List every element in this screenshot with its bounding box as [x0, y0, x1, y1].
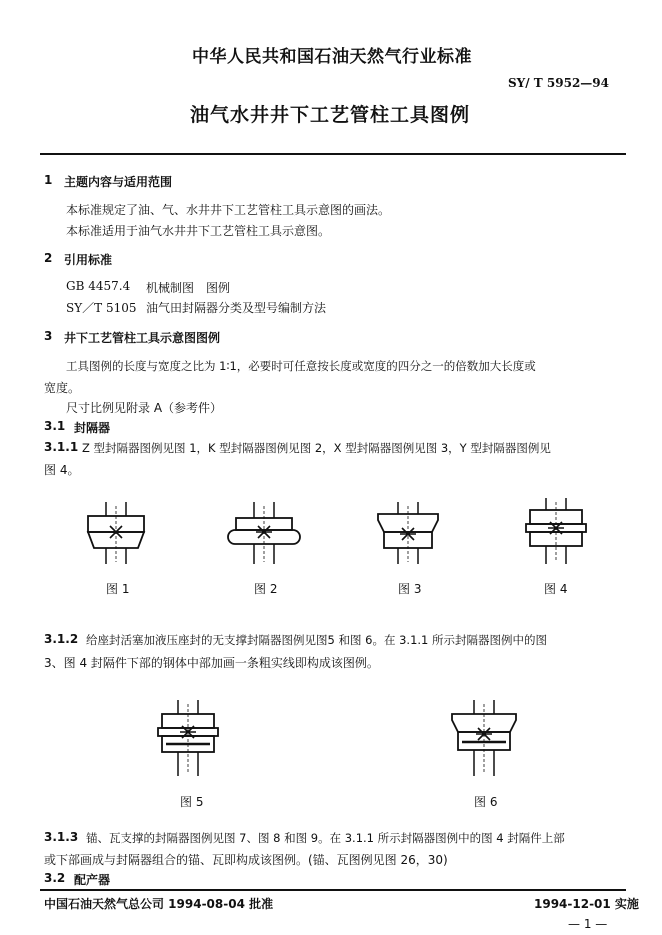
figure-6-caption: 图 6 — [474, 795, 498, 809]
section-3-1-2-line-1: 给座封活塞加液压座封的无支撑封隔器图例见图5 和图 6。在 3.1.1 所示封隔器图例中的图 — [86, 633, 548, 647]
header-rule — [40, 153, 626, 155]
section-3-2-heading: 配产器 — [74, 873, 111, 887]
standard-number: SY/ T 5952—94 — [508, 76, 609, 90]
figure-1-caption: 图 1 — [106, 582, 130, 596]
section-1-para-2: 本标准适用于油气水井井下工艺管柱工具示意图。 — [66, 224, 331, 238]
section-3-1-3-line-1: 锚、瓦支撑的封隔器图例见图 7、图 8 和图 9。在 3.1.1 所示封隔器图例中的图 4 封隔件上部 — [86, 831, 565, 845]
page-number: — 1 — — [568, 917, 608, 931]
section-1-para-1: 本标准规定了油、气、水井井下工艺管柱工具示意图的画法。 — [66, 203, 391, 217]
section-3-1-heading: 封隔器 — [74, 421, 111, 435]
figure-3-x-packer — [372, 502, 444, 566]
ref-1-code: GB 4457.4 — [66, 279, 131, 293]
figure-5-hydraulic-packer — [152, 700, 224, 778]
footer-rule — [40, 889, 626, 891]
section-2-number: 2 — [44, 251, 53, 265]
approval-line: 中国石油天然气总公司 1994-08-04 批准 — [44, 897, 274, 911]
ref-1-name: 机械制图 图例 — [146, 281, 231, 295]
figure-3-caption: 图 3 — [398, 582, 422, 596]
section-3-1-1-line-2: 图 4。 — [44, 463, 80, 477]
figure-1-z-packer — [80, 502, 152, 566]
section-3-1-1-line-1: Z 型封隔器图例见图 1，K 型封隔器图例见图 2，X 型封隔器图例见图 3，Y 型封隔器图例见 — [82, 441, 551, 455]
figure-4-y-packer — [520, 498, 592, 566]
section-3-heading: 井下工艺管柱工具示意图图例 — [64, 331, 221, 345]
section-2-heading: 引用标准 — [64, 253, 113, 267]
section-3-number: 3 — [44, 329, 53, 343]
section-3-1-number: 3.1 — [44, 419, 66, 433]
section-3-2-number: 3.2 — [44, 871, 66, 885]
section-3-para-1b: 宽度。 — [44, 381, 81, 395]
figure-6-hydraulic-packer — [446, 700, 522, 778]
section-3-1-3-number: 3.1.3 — [44, 830, 79, 844]
document-title: 油气水井井下工艺管柱工具图例 — [190, 104, 471, 126]
figure-2-caption: 图 2 — [254, 582, 278, 596]
figure-2-k-packer — [224, 502, 304, 566]
section-3-1-2-line-2: 3、图 4 封隔件下部的钢体中部加画一条粗实线即构成该图例。 — [44, 656, 379, 670]
figure-5-caption: 图 5 — [180, 795, 204, 809]
section-1-heading: 主题内容与适用范围 — [64, 175, 173, 189]
effective-line: 1994-12-01 实施 — [534, 897, 639, 911]
section-3-1-3-line-2: 或下部画成与封隔器组合的锚、瓦即构成该图例。(锚、瓦图例见图 26，30) — [44, 853, 448, 867]
section-3-para-1a: 工具图例的长度与宽度之比为 1∶1，必要时可任意按长度或宽度的四分之一的倍数加大长度或 — [66, 359, 536, 373]
figure-4-caption: 图 4 — [544, 582, 568, 596]
section-3-1-2-number: 3.1.2 — [44, 632, 79, 646]
agency-title: 中华人民共和国石油天然气行业标准 — [192, 47, 472, 67]
section-3-para-2: 尺寸比例见附录 A（参考件） — [66, 401, 223, 415]
section-1-number: 1 — [44, 173, 53, 187]
ref-2-name: 油气田封隔器分类及型号编制方法 — [146, 301, 327, 315]
ref-2-code: SY／T 5105 — [66, 301, 137, 315]
section-3-1-1-number: 3.1.1 — [44, 440, 79, 454]
